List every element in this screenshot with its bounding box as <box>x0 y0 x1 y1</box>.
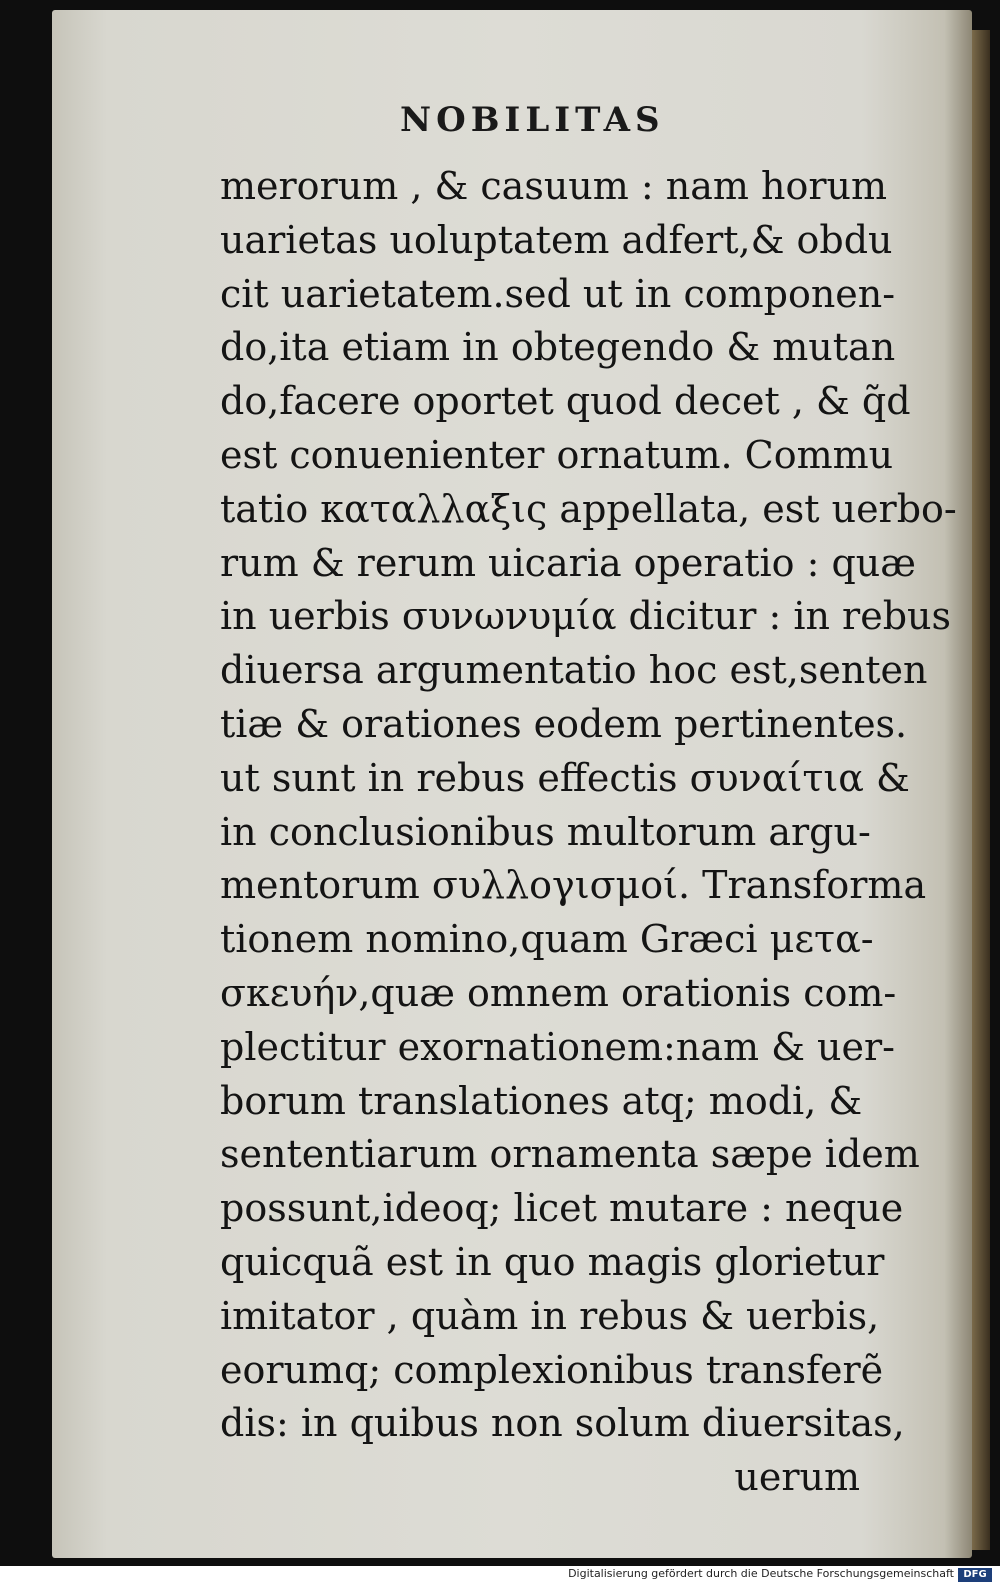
text-line: dis: in quibus non solum diuersitas, <box>220 1401 905 1446</box>
dfg-logo: DFG <box>958 1568 992 1582</box>
text-line: in conclusionibus multorum argu- <box>220 809 871 854</box>
text-line: possunt,ideoq; licet mutare : neque <box>220 1186 904 1231</box>
text-line: ut sunt in rebus effectis συναίτια & <box>220 755 910 800</box>
text-line: borum translationes atq; modi, & <box>220 1078 863 1123</box>
text-line: uarietas uoluptatem adfert,& obdu <box>220 217 893 262</box>
text-line: do,ita etiam in obtegendo & mutan <box>220 325 896 370</box>
text-line: tionem nomino,quam Græci μετα- <box>220 917 874 962</box>
text-line: tatio καταλλαξις appellata, est uerbo- <box>220 486 957 531</box>
text-line: diuersa argumentatio hoc est,senten <box>220 648 928 693</box>
text-line: est conuenienter ornatum. Commu <box>220 432 894 477</box>
body-text <box>220 160 957 1505</box>
text-line: imitator , quàm in rebus & uerbis, <box>220 1293 880 1338</box>
text-line: eorumq; complexionibus transferẽ <box>220 1347 884 1392</box>
text-line: in uerbis συνωνυμία dicitur : in rebus <box>220 594 951 639</box>
text-line: quicquã est in quo magis glorietur <box>220 1239 885 1284</box>
text-line: do,facere oportet quod decet , & q̃d <box>220 379 911 424</box>
running-head: NOBILITAS <box>400 100 665 140</box>
text-line: plectitur exornationem:nam & uer- <box>220 1024 895 1069</box>
text-line: σκευήν,quæ omnem orationis com- <box>220 970 897 1015</box>
text-line: merorum , & casuum : nam horum <box>220 164 888 208</box>
funding-notice: Digitalisierung gefördert durch die Deutsche Forschungsgemeinschaft <box>568 1567 954 1580</box>
text-line: sententiarum ornamenta sæpe idem <box>220 1132 920 1177</box>
catchword: uerum <box>734 1455 860 1500</box>
text-line: tiæ & orationes eodem pertinentes. <box>220 701 908 746</box>
page-edge <box>972 30 990 1550</box>
text-line: rum & rerum uicaria operatio : quæ <box>220 540 916 585</box>
footer-bar <box>0 1566 1000 1585</box>
text-line: cit uarietatem.sed ut in componen- <box>220 271 896 316</box>
text-line: mentorum συλλογισμοί. Transforma <box>220 863 927 908</box>
